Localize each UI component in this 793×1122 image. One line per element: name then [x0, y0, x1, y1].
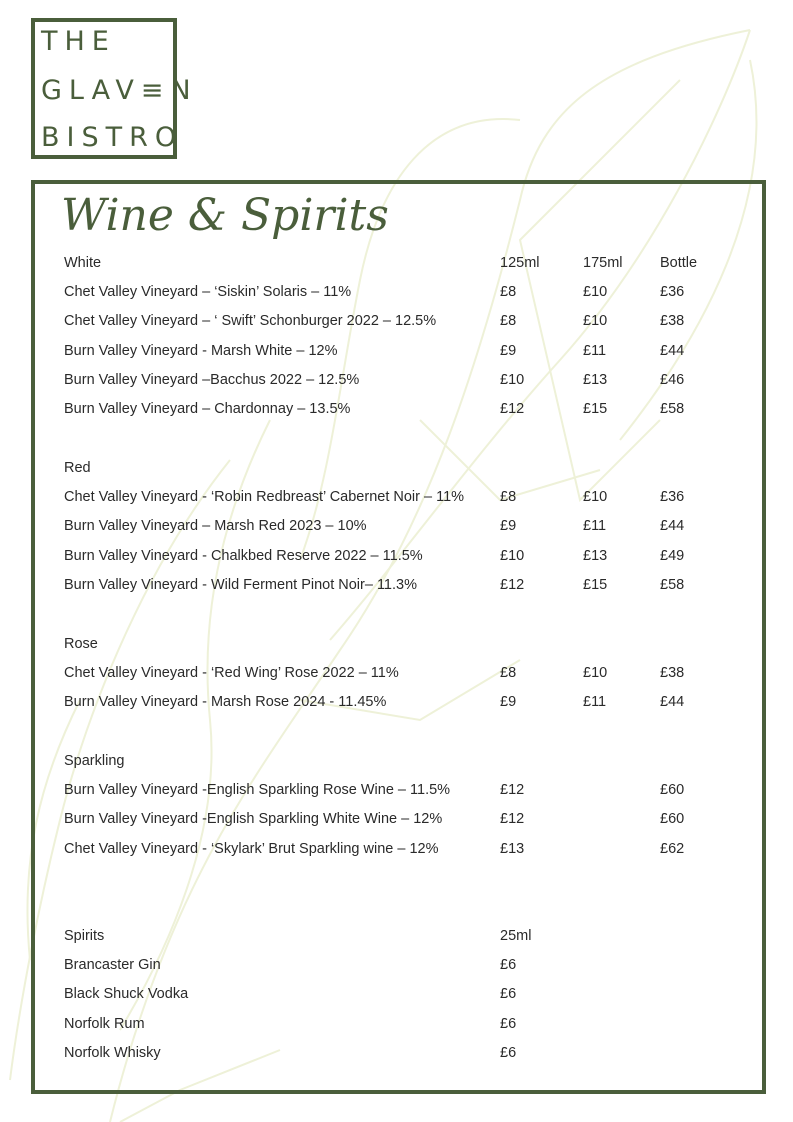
item-price-bottle: £36: [660, 489, 685, 506]
section-header: [0, 928, 793, 948]
logo: [31, 18, 198, 159]
menu-item: [0, 986, 793, 1006]
item-price-bottle: £36: [660, 284, 685, 301]
item-name: Burn Valley Vineyard – Marsh Red 2023 – 10%: [64, 518, 367, 535]
menu-item: [0, 313, 793, 333]
item-price-175ml: £11: [583, 342, 607, 359]
item-price-175ml: £11: [583, 694, 607, 711]
menu-item: [0, 343, 793, 363]
header-name: Spirits: [64, 928, 105, 944]
item-price-125ml: £12: [500, 782, 525, 799]
header-name: Rose: [64, 636, 98, 652]
item-name: Chet Valley Vineyard – ‘ Swift’ Schonburger 2022 – 12.5%: [64, 313, 437, 330]
menu-item: [0, 811, 793, 831]
menu-item: [0, 577, 793, 597]
item-name: Burn Valley Vineyard –Bacchus 2022 – 12.5%: [64, 371, 360, 388]
item-price-bottle: £38: [660, 665, 685, 682]
header-price-125ml: 125ml: [500, 255, 540, 271]
item-name: Chet Valley Vineyard – ‘Siskin’ Solaris – 11%: [64, 284, 352, 301]
item-price-bottle: £46: [660, 371, 685, 388]
item-price-175ml: £10: [583, 665, 608, 682]
logo-line-the: THE: [41, 26, 116, 57]
item-price-125ml: £8: [500, 284, 517, 301]
menu-item: [0, 1045, 793, 1065]
item-name: Brancaster Gin: [64, 957, 161, 974]
item-name: Burn Valley Vineyard – Chardonnay – 13.5%: [64, 401, 351, 417]
item-price-125ml: £10: [500, 371, 525, 388]
item-name: Norfolk Whisky: [64, 1044, 161, 1061]
item-price-125ml: £6: [500, 957, 517, 974]
item-price-125ml: £9: [500, 342, 517, 359]
section-header: [0, 255, 793, 275]
menu-item: [0, 372, 793, 392]
menu-item: [0, 1016, 793, 1036]
item-price-bottle: £58: [660, 576, 685, 593]
item-price-175ml: £15: [583, 576, 608, 593]
item-name: Burn Valley Vineyard -English Sparkling Rose Wine – 11.5%: [64, 782, 451, 799]
section-header: [0, 460, 793, 480]
item-price-bottle: £58: [660, 401, 685, 417]
section-header: [0, 753, 793, 773]
menu-item: [0, 957, 793, 977]
item-price-bottle: £44: [660, 518, 685, 535]
item-price-175ml: £11: [583, 518, 607, 535]
item-name: Burn Valley Vineyard - Wild Ferment Pinot Noir– 11.3%: [64, 576, 417, 593]
logo-line-glaven: GLAV≡N: [41, 75, 198, 106]
item-price-175ml: £15: [583, 401, 608, 417]
item-name: Burn Valley Vineyard -English Sparkling White Wine – 12%: [64, 811, 443, 828]
item-price-bottle: £38: [660, 313, 685, 330]
item-name: Burn Valley Vineyard - Marsh Rose 2024 - 11.45%: [64, 694, 387, 711]
menu-item: [0, 401, 793, 421]
item-price-125ml: £6: [500, 1015, 517, 1032]
item-price-175ml: £10: [583, 313, 608, 330]
header-price-125ml: 25ml: [500, 928, 532, 944]
menu-item: [0, 548, 793, 568]
item-price-bottle: £62: [660, 840, 685, 857]
item-price-125ml: £8: [500, 313, 517, 330]
item-name: Burn Valley Vineyard - Marsh White – 12%: [64, 342, 338, 359]
item-price-175ml: £10: [583, 284, 608, 301]
menu-item: [0, 841, 793, 861]
item-name: Chet Valley Vineyard - ‘Robin Redbreast’ Cabernet Noir – 11%: [64, 489, 465, 506]
item-price-bottle: £60: [660, 811, 685, 828]
item-price-125ml: £6: [500, 986, 517, 1003]
header-price-bottle: Bottle: [660, 255, 698, 271]
item-price-125ml: £8: [500, 665, 517, 682]
item-price-125ml: £9: [500, 694, 517, 711]
item-price-175ml: £10: [583, 489, 608, 506]
header-price-175ml: 175ml: [583, 255, 623, 271]
item-price-125ml: £12: [500, 811, 525, 828]
header-name: White: [64, 255, 102, 271]
item-price-bottle: £49: [660, 547, 685, 564]
item-price-175ml: £13: [583, 371, 608, 388]
item-name: Burn Valley Vineyard - Chalkbed Reserve 2022 – 11.5%: [64, 547, 423, 564]
item-name: Chet Valley Vineyard - ‘Skylark’ Brut Sparkling wine – 12%: [64, 840, 439, 857]
item-name: Chet Valley Vineyard - ‘Red Wing’ Rose 2022 – 11%: [64, 665, 399, 682]
item-price-125ml: £9: [500, 518, 517, 535]
header-name: Red: [64, 460, 91, 476]
item-price-125ml: £8: [500, 489, 517, 506]
menu-item: [0, 694, 793, 714]
item-price-125ml: £10: [500, 547, 525, 564]
item-price-bottle: £44: [660, 694, 685, 711]
item-price-125ml: £6: [500, 1044, 517, 1061]
section-header: [0, 636, 793, 656]
item-price-125ml: £13: [500, 840, 525, 857]
menu-item: [0, 518, 793, 538]
page-title: Wine & Spirits: [61, 190, 389, 241]
item-name: Black Shuck Vodka: [64, 986, 189, 1003]
menu-item: [0, 489, 793, 509]
item-price-125ml: £12: [500, 401, 525, 417]
menu-item: [0, 284, 793, 304]
item-price-bottle: £44: [660, 342, 685, 359]
menu-item: [0, 782, 793, 802]
header-name: Sparkling: [64, 753, 125, 769]
item-price-125ml: £12: [500, 576, 525, 593]
menu-item: [0, 665, 793, 685]
item-name: Norfolk Rum: [64, 1015, 145, 1032]
logo-line-bistro: BISTRO: [41, 122, 184, 153]
item-price-175ml: £13: [583, 547, 608, 564]
item-price-bottle: £60: [660, 782, 685, 799]
